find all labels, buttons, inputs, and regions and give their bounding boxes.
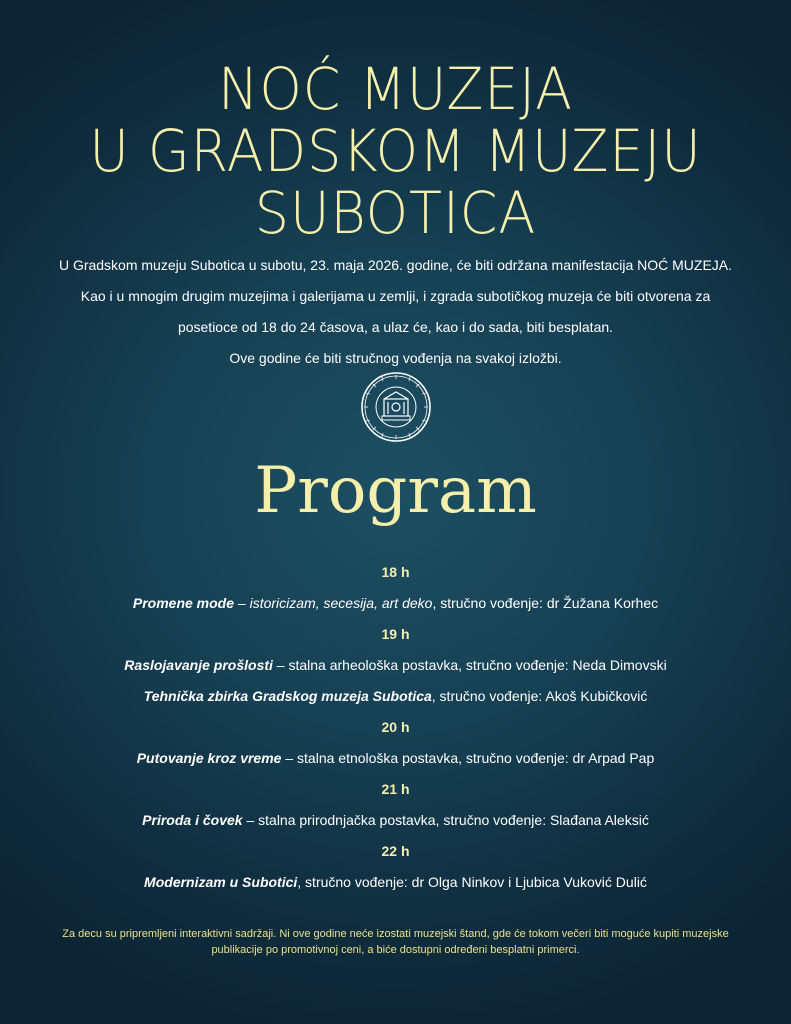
event-description: , stručno vođenje: dr Žužana Korhec — [432, 595, 659, 611]
time-slot-18: 18 h — [381, 564, 410, 580]
intro-paragraph — [0, 250, 791, 374]
event-modernizam-u-subotici — [0, 867, 791, 898]
event-title: Putovanje kroz vreme — [136, 750, 282, 766]
program-heading: Program — [254, 454, 537, 528]
footer-note: Za decu su pripremljeni interaktivni sadržaji. Ni ove godine neće izostati muzejski štand, gde će tokom večeri biti moguće kupiti muzejske publikacije po promotivnoj ceni, a biće dostupni određeni besplatni primerci. — [62, 928, 729, 956]
event-description: , stručno vođenje: dr Olga Ninkov i Ljubica Vuković Dulić — [297, 874, 647, 890]
event-subtitle: istoricizam, secesija, art deko — [249, 595, 433, 611]
event-description: stalna arheološka postavka, stručno vođenje: Neda Dimovski — [288, 657, 667, 673]
event-separator: – — [281, 750, 298, 766]
event-tehnicka-zbirka — [0, 681, 791, 712]
intro-line-2: Kao i u mnogim drugim muzejima i galerijama u zemlji, i zgrada subotičkog muzeja će biti otvorena za — [80, 288, 711, 304]
intro-line-1: U Gradskom muzeju Subotica u subotu, 23. maja 2026. godine, će biti održana manifestacija NOĆ MUZEJA. — [58, 257, 733, 273]
event-separator: – — [272, 657, 289, 673]
time-slot-20: 20 h — [381, 719, 410, 735]
event-title: Promene mode — [132, 595, 235, 611]
event-description: stalna prirodnjačka postavka, stručno vođenje: Slađana Aleksić — [258, 812, 649, 828]
title-line-3: SUBOTICA — [254, 179, 537, 247]
event-putovanje-kroz-vreme — [0, 743, 791, 774]
event-raslojavanje-proslosti — [0, 650, 791, 681]
intro-line-3: posetioce od 18 do 24 časova, a ulaz će, kao i do sada, biti besplatan. — [177, 319, 614, 335]
event-priroda-i-covek — [0, 805, 791, 836]
event-separator: – — [234, 595, 250, 611]
event-promene-mode — [0, 588, 791, 619]
event-separator: – — [242, 812, 259, 828]
museum-seal-icon — [360, 371, 432, 443]
event-description: stalna etnološka postavka, stručno vođenje: dr Arpad Pap — [297, 750, 655, 766]
page-title — [28, 55, 764, 247]
title-line-2: U GRADSKOM MUZEJU — [89, 117, 702, 185]
event-title: Modernizam u Subotici — [144, 874, 298, 890]
event-description: , stručno vođenje: Akoš Kubičković — [431, 688, 648, 704]
event-title: Priroda i čovek — [142, 812, 243, 828]
time-slot-21: 21 h — [381, 781, 410, 797]
event-title: Raslojavanje prošlosti — [124, 657, 273, 673]
event-title: Tehnička zbirka Gradskog muzeja Subotica — [143, 688, 432, 704]
title-line-1: NOĆ MUZEJA — [218, 55, 573, 123]
intro-line-4: Ove godine će biti stručnog vođenja na svakoj izložbi. — [229, 350, 562, 366]
program-schedule — [0, 557, 791, 898]
time-slot-22: 22 h — [381, 843, 410, 859]
time-slot-19: 19 h — [381, 626, 410, 642]
